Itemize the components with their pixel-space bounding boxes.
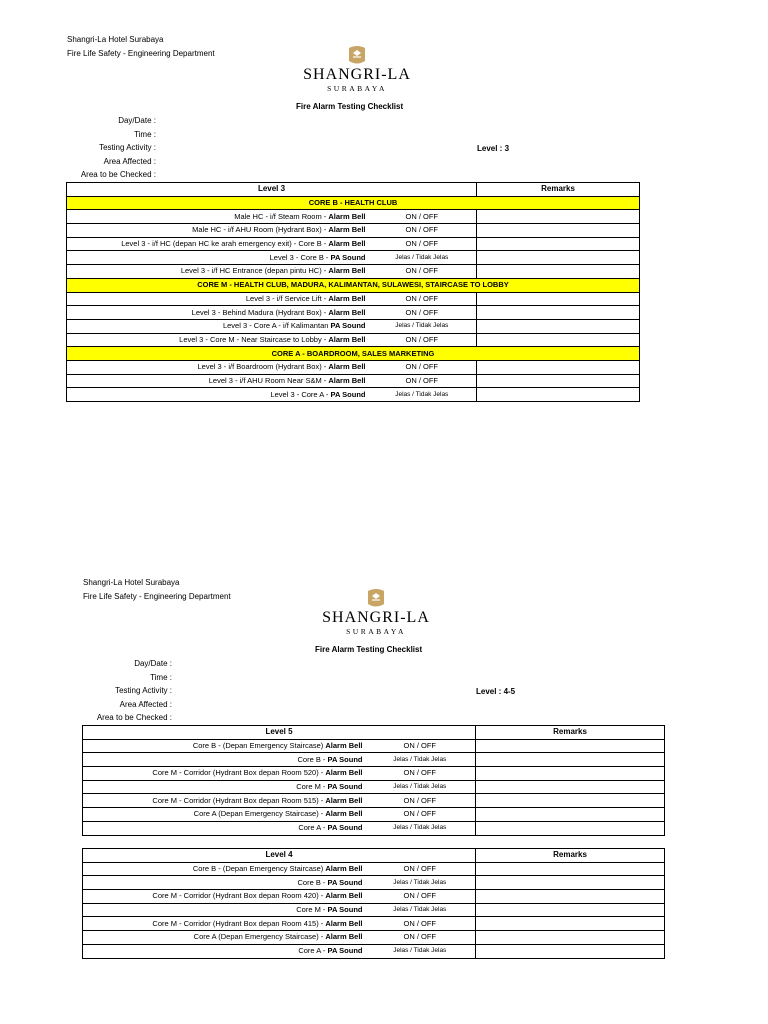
level-title-header: Level 4: [83, 849, 476, 863]
remarks-cell[interactable]: [476, 808, 665, 822]
checklist-row: [67, 292, 640, 306]
device-type: Alarm Bell: [328, 239, 366, 249]
checkpoint-cell: [67, 374, 368, 388]
checkpoint-location: Core M -: [296, 782, 328, 792]
device-type: Alarm Bell: [328, 307, 366, 317]
checkpoint-cell: [67, 333, 368, 347]
checkpoint-location: Level 3 - i/f HC Entrance (depan pintu HC) -: [180, 266, 329, 276]
status-option[interactable]: ON / OFF: [368, 306, 477, 320]
checkpoint-cell: [83, 917, 365, 931]
checkpoint-cell: [67, 224, 368, 238]
checkpoint-cell: [67, 360, 368, 374]
hotel-logo: [282, 44, 432, 93]
checklist-row: [67, 237, 640, 251]
checkpoint-cell: [67, 388, 368, 402]
remarks-cell[interactable]: [477, 333, 640, 347]
checkpoint-cell: [67, 306, 368, 320]
status-option[interactable]: Jelas / Tidak Jelas: [365, 821, 476, 835]
hotel-name: Shangri-La Hotel Surabaya: [67, 35, 164, 44]
device-type: Alarm Bell: [325, 864, 363, 874]
remarks-cell[interactable]: [476, 780, 665, 794]
status-option[interactable]: Jelas / Tidak Jelas: [368, 251, 477, 265]
document-title: Fire Alarm Testing Checklist: [296, 102, 404, 111]
remarks-cell[interactable]: [477, 374, 640, 388]
checkpoint-cell: [67, 319, 368, 333]
form-fields: [40, 114, 156, 182]
brand-name: SHANGRI-LA: [303, 66, 411, 83]
checkpoint-location: Core A -: [298, 946, 328, 956]
status-option[interactable]: ON / OFF: [365, 890, 476, 904]
remarks-cell[interactable]: [477, 388, 640, 402]
device-type: PA Sound: [327, 946, 363, 956]
table-header-row: [67, 183, 640, 197]
checkpoint-cell: [67, 265, 368, 279]
checklist-row: [67, 333, 640, 347]
device-type: Alarm Bell: [328, 266, 366, 276]
checklist-row: [83, 821, 665, 835]
checkpoint-location: Core M - Corridor (Hydrant Box depan Room 415) -: [152, 918, 326, 928]
remarks-cell[interactable]: [477, 319, 640, 333]
remarks-cell[interactable]: [476, 862, 665, 876]
checkpoint-location: Core M - Corridor (Hydrant Box depan Room 515) -: [152, 795, 326, 805]
testing-activity-label: Testing Activity :: [99, 143, 156, 152]
device-type: Alarm Bell: [325, 918, 363, 928]
checkpoint-location: Core B - (Depan Emergency Staircase): [192, 864, 326, 874]
level-3-table-body: [67, 183, 640, 402]
checkpoint-cell: [83, 808, 365, 822]
checkpoint-cell: [83, 821, 365, 835]
remarks-cell[interactable]: [477, 224, 640, 238]
status-option[interactable]: ON / OFF: [365, 767, 476, 781]
device-type: PA Sound: [327, 877, 363, 887]
status-option[interactable]: ON / OFF: [365, 862, 476, 876]
form-fields: [56, 657, 172, 725]
level-label: Level : 3: [477, 144, 510, 153]
hotel-logo: [301, 587, 451, 636]
time-label: Time :: [134, 129, 156, 139]
device-type: Alarm Bell: [328, 293, 366, 303]
device-type: Alarm Bell: [328, 225, 366, 235]
status-option[interactable]: Jelas / Tidak Jelas: [368, 319, 477, 333]
checkpoint-cell: [83, 903, 365, 917]
area-affected-label: Area Affected :: [119, 699, 172, 709]
checklist-row: [83, 753, 665, 767]
section-title: CORE B - HEALTH CLUB: [67, 196, 640, 210]
checkpoint-cell: [83, 890, 365, 904]
checklist-row: [83, 917, 665, 931]
checklist-row: [67, 319, 640, 333]
remarks-cell[interactable]: [476, 767, 665, 781]
device-type: Alarm Bell: [325, 795, 363, 805]
checkpoint-location: Level 3 - Core A - i/f Kalimantan: [222, 321, 331, 331]
remarks-header: Remarks: [477, 183, 640, 197]
checklist-row: [83, 767, 665, 781]
checkpoint-location: Core B - (Depan Emergency Staircase): [192, 741, 326, 751]
shangri-la-emblem-icon: [367, 587, 385, 609]
remarks-cell[interactable]: [476, 903, 665, 917]
checkpoint-cell: [67, 292, 368, 306]
checkpoint-location: Level 3 - i/f Service Lift -: [245, 293, 329, 303]
level-5-table-body: [83, 726, 665, 836]
status-option[interactable]: ON / OFF: [368, 210, 477, 224]
checkpoint-location: Core A -: [298, 823, 328, 833]
checkpoint-location: Male HC - i/f Steam Room -: [234, 211, 329, 221]
checklist-row: [67, 210, 640, 224]
status-option[interactable]: Jelas / Tidak Jelas: [365, 944, 476, 958]
org-header: [83, 576, 231, 604]
level-title-header: Level 3: [67, 183, 477, 197]
checkpoint-cell: [83, 944, 365, 958]
remarks-cell[interactable]: [477, 360, 640, 374]
device-type: Alarm Bell: [328, 211, 366, 221]
level-4-table: [82, 848, 665, 959]
status-option[interactable]: Jelas / Tidak Jelas: [365, 753, 476, 767]
remarks-cell[interactable]: [476, 794, 665, 808]
checklist-row: [67, 306, 640, 320]
device-type: PA Sound: [330, 389, 366, 399]
remarks-header: Remarks: [476, 849, 665, 863]
status-option[interactable]: ON / OFF: [368, 333, 477, 347]
remarks-cell[interactable]: [476, 739, 665, 753]
checkpoint-cell: [67, 237, 368, 251]
checklist-row: [67, 224, 640, 238]
status-option[interactable]: ON / OFF: [365, 794, 476, 808]
device-type: Alarm Bell: [328, 334, 366, 344]
checkpoint-cell: [83, 753, 365, 767]
document-title: Fire Alarm Testing Checklist: [315, 645, 423, 654]
checklist-row: [83, 876, 665, 890]
level-3-table: [66, 182, 640, 402]
checkpoint-location: Core M - Corridor (Hydrant Box depan Room 420) -: [152, 891, 326, 901]
checklist-row: [83, 794, 665, 808]
checkpoint-cell: [83, 862, 365, 876]
status-option[interactable]: ON / OFF: [365, 739, 476, 753]
remarks-cell[interactable]: [476, 917, 665, 931]
device-type: PA Sound: [327, 782, 363, 792]
testing-activity-label: Testing Activity :: [115, 686, 172, 695]
checkpoint-location: Core B -: [297, 754, 328, 764]
table-header-row: [83, 726, 665, 740]
device-type: PA Sound: [327, 905, 363, 915]
area-to-check-label: Area to be Checked :: [96, 713, 172, 722]
status-option[interactable]: ON / OFF: [368, 292, 477, 306]
remarks-cell[interactable]: [477, 237, 640, 251]
checklist-row: [67, 374, 640, 388]
hotel-name: Shangri-La Hotel Surabaya: [83, 578, 180, 587]
checkpoint-location: Level 3 - i/f Boardroom (Hydrant Box) -: [197, 362, 329, 372]
device-type: Alarm Bell: [325, 809, 363, 819]
device-type: Alarm Bell: [328, 362, 366, 372]
section-header-row: [67, 278, 640, 292]
device-type: PA Sound: [327, 754, 363, 764]
level-5-table: [82, 725, 665, 836]
status-option[interactable]: ON / OFF: [365, 917, 476, 931]
status-option[interactable]: ON / OFF: [368, 265, 477, 279]
checklist-row: [83, 903, 665, 917]
remarks-header: Remarks: [476, 726, 665, 740]
checkpoint-location: Core A (Depan Emergency Staircase) -: [193, 809, 326, 819]
section-header-row: [67, 347, 640, 361]
section-title: CORE M - HEALTH CLUB, MADURA, KALIMANTAN, SULAWESI, STAIRCASE TO LOBBY: [67, 278, 640, 292]
status-option[interactable]: ON / OFF: [365, 808, 476, 822]
remarks-cell[interactable]: [476, 753, 665, 767]
org-header: [67, 33, 215, 61]
level-title-header: Level 5: [83, 726, 476, 740]
status-option[interactable]: Jelas / Tidak Jelas: [365, 876, 476, 890]
checklist-row: [67, 388, 640, 402]
table-header-row: [83, 849, 665, 863]
checkpoint-cell: [83, 876, 365, 890]
remarks-cell[interactable]: [476, 821, 665, 835]
status-option[interactable]: ON / OFF: [368, 374, 477, 388]
checkpoint-location: Level 3 - Core A -: [270, 389, 331, 399]
remarks-cell[interactable]: [477, 210, 640, 224]
checkpoint-cell: [67, 251, 368, 265]
device-type: PA Sound: [330, 321, 366, 331]
checkpoint-cell: [83, 739, 365, 753]
checklist-row: [67, 360, 640, 374]
checkpoint-cell: [83, 767, 365, 781]
checklist-row: [83, 780, 665, 794]
device-type: Alarm Bell: [325, 891, 363, 901]
checkpoint-location: Level 3 - i/f HC (depan HC ke arah emergency exit) - Core B -: [121, 239, 329, 249]
department-name: Fire Life Safety - Engineering Department: [67, 49, 215, 58]
checklist-row: [83, 739, 665, 753]
checklist-row: [83, 931, 665, 945]
status-option[interactable]: ON / OFF: [368, 224, 477, 238]
day-date-label: Day/Date :: [118, 116, 156, 125]
checkpoint-location: Core M - Corridor (Hydrant Box depan Room 520) -: [152, 768, 326, 778]
level-4-table-body: [83, 849, 665, 959]
remarks-cell[interactable]: [477, 292, 640, 306]
checkpoint-cell: [83, 780, 365, 794]
brand-name: SHANGRI-LA: [322, 609, 430, 626]
remarks-cell[interactable]: [476, 890, 665, 904]
checklist-row: [83, 944, 665, 958]
device-type: Alarm Bell: [325, 932, 363, 942]
checkpoint-location: Level 3 - i/f AHU Room Near S&M -: [208, 375, 329, 385]
brand-city: SURABAYA: [327, 84, 387, 93]
day-date-label: Day/Date :: [134, 659, 172, 668]
status-option[interactable]: Jelas / Tidak Jelas: [365, 780, 476, 794]
remarks-cell[interactable]: [477, 306, 640, 320]
checklist-row: [83, 862, 665, 876]
checklist-row: [67, 265, 640, 279]
checkpoint-cell: [67, 210, 368, 224]
status-option[interactable]: Jelas / Tidak Jelas: [365, 903, 476, 917]
brand-city: SURABAYA: [346, 627, 406, 636]
status-option[interactable]: Jelas / Tidak Jelas: [368, 388, 477, 402]
checkpoint-cell: [83, 931, 365, 945]
remarks-cell[interactable]: [476, 944, 665, 958]
checkpoint-location: Level 3 - Core B -: [269, 252, 331, 262]
checkpoint-location: Male HC - i/f AHU Room (Hydrant Box) -: [192, 225, 329, 235]
area-affected-label: Area Affected :: [103, 156, 156, 166]
status-option[interactable]: ON / OFF: [365, 931, 476, 945]
checkpoint-location: Core B -: [297, 877, 328, 887]
device-type: Alarm Bell: [328, 375, 366, 385]
department-name: Fire Life Safety - Engineering Department: [83, 592, 231, 601]
checkpoint-location: Core A (Depan Emergency Staircase) -: [193, 932, 326, 942]
checklist-row: [67, 251, 640, 265]
section-title: CORE A - BOARDROOM, SALES MARKETING: [67, 347, 640, 361]
level-label: Level : 4-5: [476, 687, 516, 696]
remarks-cell[interactable]: [476, 876, 665, 890]
device-type: PA Sound: [327, 823, 363, 833]
checklist-row: [83, 890, 665, 904]
checkpoint-cell: [83, 794, 365, 808]
device-type: PA Sound: [330, 252, 366, 262]
time-label: Time :: [150, 672, 172, 682]
section-header-row: [67, 196, 640, 210]
device-type: Alarm Bell: [325, 741, 363, 751]
status-option[interactable]: ON / OFF: [368, 360, 477, 374]
remarks-cell[interactable]: [477, 265, 640, 279]
remarks-cell[interactable]: [477, 251, 640, 265]
checkpoint-location: Core M -: [296, 905, 328, 915]
checklist-row: [83, 808, 665, 822]
status-option[interactable]: ON / OFF: [368, 237, 477, 251]
area-to-check-label: Area to be Checked :: [80, 170, 156, 179]
checkpoint-location: Level 3 - Behind Madura (Hydrant Box) -: [191, 307, 329, 317]
device-type: Alarm Bell: [325, 768, 363, 778]
remarks-cell[interactable]: [476, 931, 665, 945]
checkpoint-location: Level 3 - Core M - Near Staircase to Lobby -: [179, 334, 329, 344]
shangri-la-emblem-icon: [348, 44, 366, 66]
